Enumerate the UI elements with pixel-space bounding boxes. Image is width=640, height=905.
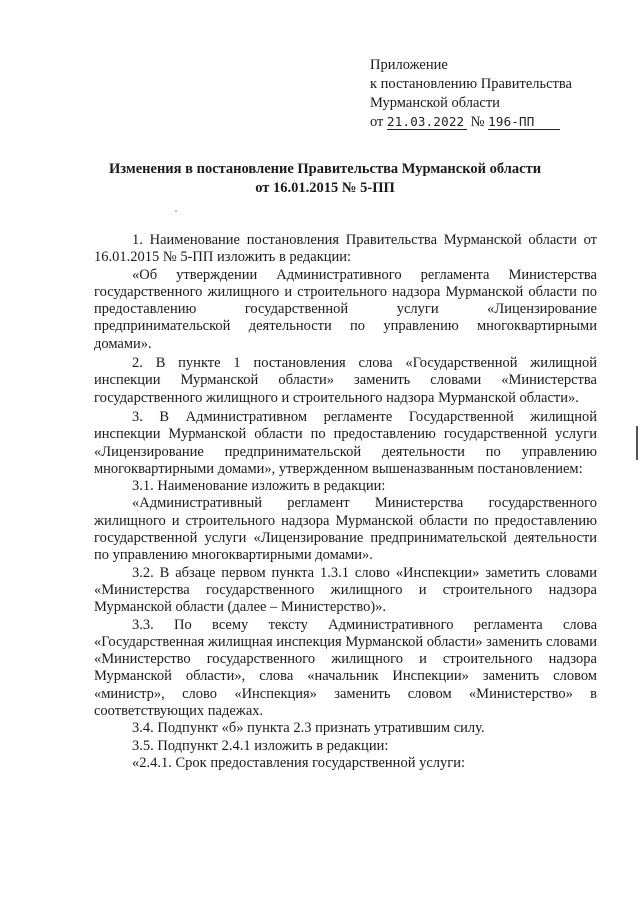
paragraph-3-1-quote: «Административный регламент Министерства государственного жилищного и строительного надзора Мурманской области по предоставлению государственной услуги «Лицензирование предпринимательской деятельности по управлению многоквартирными домами». [94, 495, 597, 564]
number-prefix: № [470, 114, 485, 130]
appendix-region: Мурманской области [370, 95, 500, 111]
appendix-reference: к постановлению Правительства [370, 76, 572, 92]
handwritten-date: 21.03.2022 [387, 114, 467, 130]
handwritten-number: 196-ПП [488, 114, 560, 130]
appendix-header [370, 56, 620, 132]
title-line-1: Изменения в постановление Правительства Мурманской области [108, 161, 542, 177]
scan-speck [175, 210, 177, 212]
paragraph-3: 3. В Административном регламенте Государственной жилищной инспекции Мурманской области по предоставлению государственной услуги «Лицензирование предпринимательской деятельности по управлению многоквартирными домами», утвержденном вышеназванным постановлением: [94, 408, 597, 477]
paragraph-3-5-quote: «2.4.1. Срок предоставления государственной услуги: [132, 754, 465, 771]
scan-edge-mark [636, 426, 638, 460]
paragraph-3-3: 3.3. По всему тексту Административного регламента слова «Государственная жилищная инспекция Мурманской области» заменить словами «Министерство государственного жилищного и строительного надзора Мурманской области», слова «начальник Инспекции» заменить словом «министр», слово «Инспекция» заменить словом «Министерство» в соответствующих падежах. [94, 616, 597, 720]
paragraph-2: 2. В пункте 1 постановления слова «Государственной жилищной инспекции Мурманской области» заменить словами «Министерства государственного жилищного и строительного надзора Мурманской области». [94, 355, 597, 406]
paragraph-3-5: 3.5. Подпункт 2.4.1 изложить в редакции: [132, 737, 389, 754]
paragraph-1: 1. Наименование постановления Правительства Мурманской области от 16.01.2015 № 5-ПП изложить в редакции: [94, 232, 597, 266]
paragraph-3-2: 3.2. В абзаце первом пункта 1.3.1 слово «Инспекции» заметить словами «Министерства государственного жилищного и строительного надзора Мурманской области (далее – Министерство)». [94, 564, 597, 616]
appendix-date-number [370, 113, 620, 132]
document-title [60, 160, 590, 198]
paragraph-3-1: 3.1. Наименование изложить в редакции: [132, 478, 386, 495]
appendix-label: Приложение [370, 57, 448, 73]
title-line-2: от 16.01.2015 № 5-ПП [255, 180, 395, 196]
date-prefix: от [370, 114, 384, 130]
paragraph-1-quote: «Об утверждении Административного регламента Министерства государственного жилищного и строительного надзора Мурманской области по предоставлению государственной услуги «Лицензирование предпринимательской деятельности по управлению многоквартирными домами». [94, 266, 597, 352]
paragraph-3-4: 3.4. Подпункт «б» пункта 2.3 признать утратившим силу. [132, 720, 485, 737]
document-body [94, 232, 597, 772]
